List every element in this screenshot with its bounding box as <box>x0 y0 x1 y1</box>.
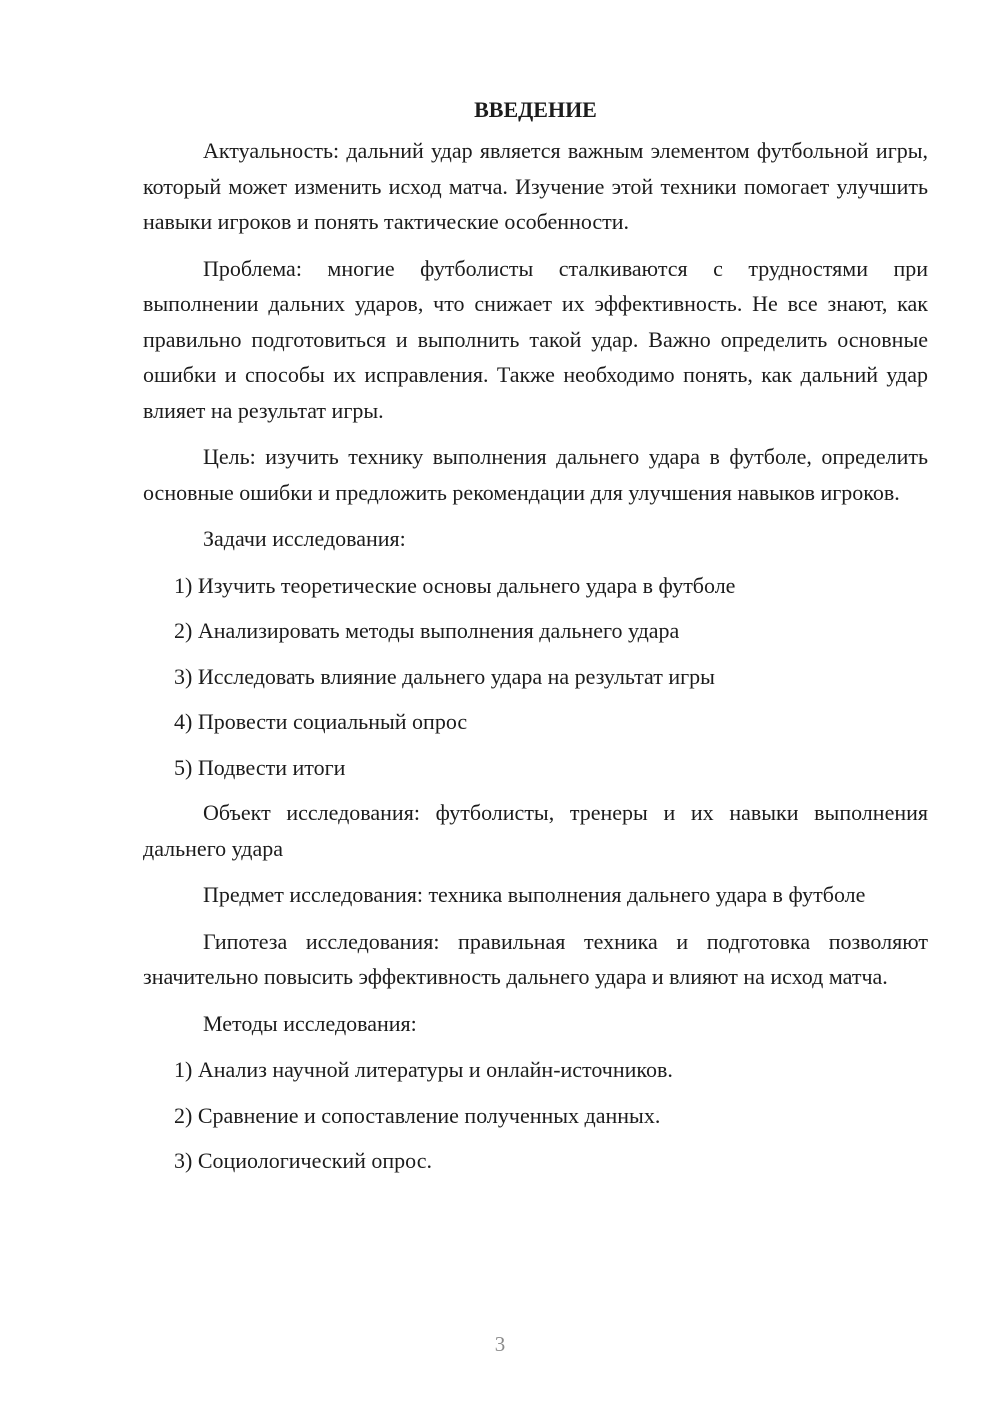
list-item: 2) Сравнение и сопоставление полученных данных. <box>174 1102 661 1128</box>
relevance-paragraph: Актуальность: дальний удар является важным элементом футбольной игры, который может изменить исход матча. Изучение этой техники помогает улучшить навыки игроков и понять тактические особенности. <box>143 138 928 234</box>
page-title: ВВЕДЕНИЕ <box>474 97 597 122</box>
object-paragraph: Объект исследования: футболисты, тренеры и их навыки выполнения дальнего удара <box>143 800 928 861</box>
methods-title: Методы исследования: <box>203 1010 417 1036</box>
tasks-list <box>143 568 928 786</box>
page-number: 3 <box>494 1332 506 1356</box>
list-item: 1) Изучить теоретические основы дальнего удара в футболе <box>174 572 736 598</box>
methods-list <box>143 1052 928 1179</box>
list-item: 4) Провести социальный опрос <box>174 709 468 734</box>
goal-paragraph: Цель: изучить технику выполнения дальнего удара в футболе, определить основные ошибки и предложить рекомендации для улучшения навыков игроков. <box>143 444 928 505</box>
page-content <box>143 95 928 1189</box>
hypothesis-paragraph: Гипотеза исследования: правильная техника и подготовка позволяют значительно повысить эффективность дальнего удара и влияют на исход матча. <box>143 928 928 989</box>
list-item: 3) Исследовать влияние дальнего удара на результат игры <box>174 663 715 689</box>
problem-paragraph: Проблема: многие футболисты сталкиваются с трудностями при выполнении дальних ударов, что снижает их эффективность. Не все знают, как правильно подготовиться и выполнить такой удар. Важно определить основные ошибки и способы их исправления. Также необходимо понять, как дальний удар влияет на результат игры. <box>143 255 928 423</box>
list-item: 3) Социологический опрос. <box>174 1148 432 1173</box>
subject-paragraph: Предмет исследования: техника выполнения дальнего удара в футболе <box>203 882 866 907</box>
list-item: 1) Анализ научной литературы и онлайн-источников. <box>174 1057 673 1082</box>
list-item: 2) Анализировать методы выполнения дальнего удара <box>174 618 680 643</box>
tasks-title: Задачи исследования: <box>203 526 406 551</box>
list-item: 5) Подвести итоги <box>174 754 346 780</box>
